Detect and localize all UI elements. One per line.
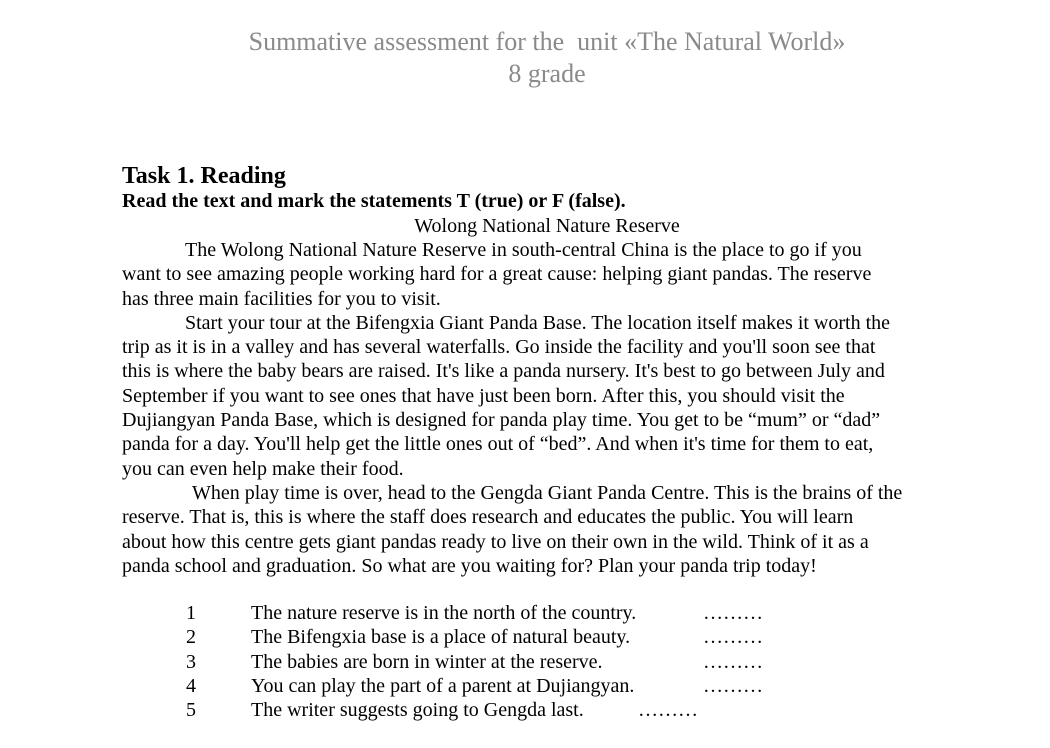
statement-item	[0, 698, 1050, 722]
reading-text-title: Wolong National Nature Reserve	[414, 215, 680, 237]
answer-blank[interactable]: ………	[703, 602, 763, 624]
statements-list	[0, 601, 1050, 722]
paragraph-3: When play time is over, head to the Gengda Giant Panda Centre. This is the brains of the reserve. That is, this is where the staff does research and educates the public. You will learn about how this centre gets giant pandas ready to live on their own in the wild. Think of it as a panda school and graduation. So what are you waiting for? Plan your panda trip today!	[122, 481, 903, 577]
statement-number: 3	[186, 650, 196, 673]
answer-blank[interactable]: ………	[703, 674, 763, 697]
statement-number: 1	[186, 602, 196, 624]
paragraph-1: The Wolong National Nature Reserve in south-central China is the place to go if you want to see amazing people working hard for a great cause: helping giant pandas. The reserve has three main facilities for you to visit.	[122, 239, 872, 310]
answer-blank[interactable]: ………	[703, 650, 763, 673]
answer-blank[interactable]: ………	[703, 626, 763, 649]
task-instruction: Read the text and mark the statements T (true) or F (false).	[122, 190, 626, 212]
statement-text: You can play the part of a parent at Dujiangyan.	[251, 674, 635, 697]
header-grade: 8 grade	[508, 59, 586, 88]
statement-text: The Bifengxia base is a place of natural beauty.	[251, 626, 631, 649]
statement-item	[0, 625, 1050, 649]
statement-text: The writer suggests going to Gengda last.	[251, 699, 584, 722]
statement-number: 4	[186, 674, 196, 697]
statement-item	[0, 601, 1050, 625]
statement-text: The nature reserve is in the north of the country.	[251, 602, 637, 624]
task-heading: Task 1. Reading	[122, 163, 286, 189]
statement-item	[0, 650, 1050, 674]
statement-text: The babies are born in winter at the reserve.	[251, 650, 603, 673]
statement-number: 2	[186, 626, 196, 649]
paragraph-2: Start your tour at the Bifengxia Giant Panda Base. The location itself makes it worth the trip as it is in a valley and has several waterfalls. Go inside the facility and you'll soon see that this is where the baby bears are raised. It's like a panda nursery. It's best to go between July and September if you want to see ones that have just been born. After this, you should visit the Dujiangyan Panda Base, which is designed for panda play time. You get to be “mum” or “dad” panda for a day. You'll help get the little ones out of “bed”. And when it's time for them to eat, you can even help make their food.	[122, 311, 891, 480]
statement-number: 5	[186, 699, 196, 722]
reading-text	[122, 238, 982, 578]
header-title: Summative assessment for the unit «The Natural World»	[248, 27, 846, 56]
answer-blank[interactable]: ………	[638, 699, 698, 722]
statement-item	[0, 674, 1050, 698]
